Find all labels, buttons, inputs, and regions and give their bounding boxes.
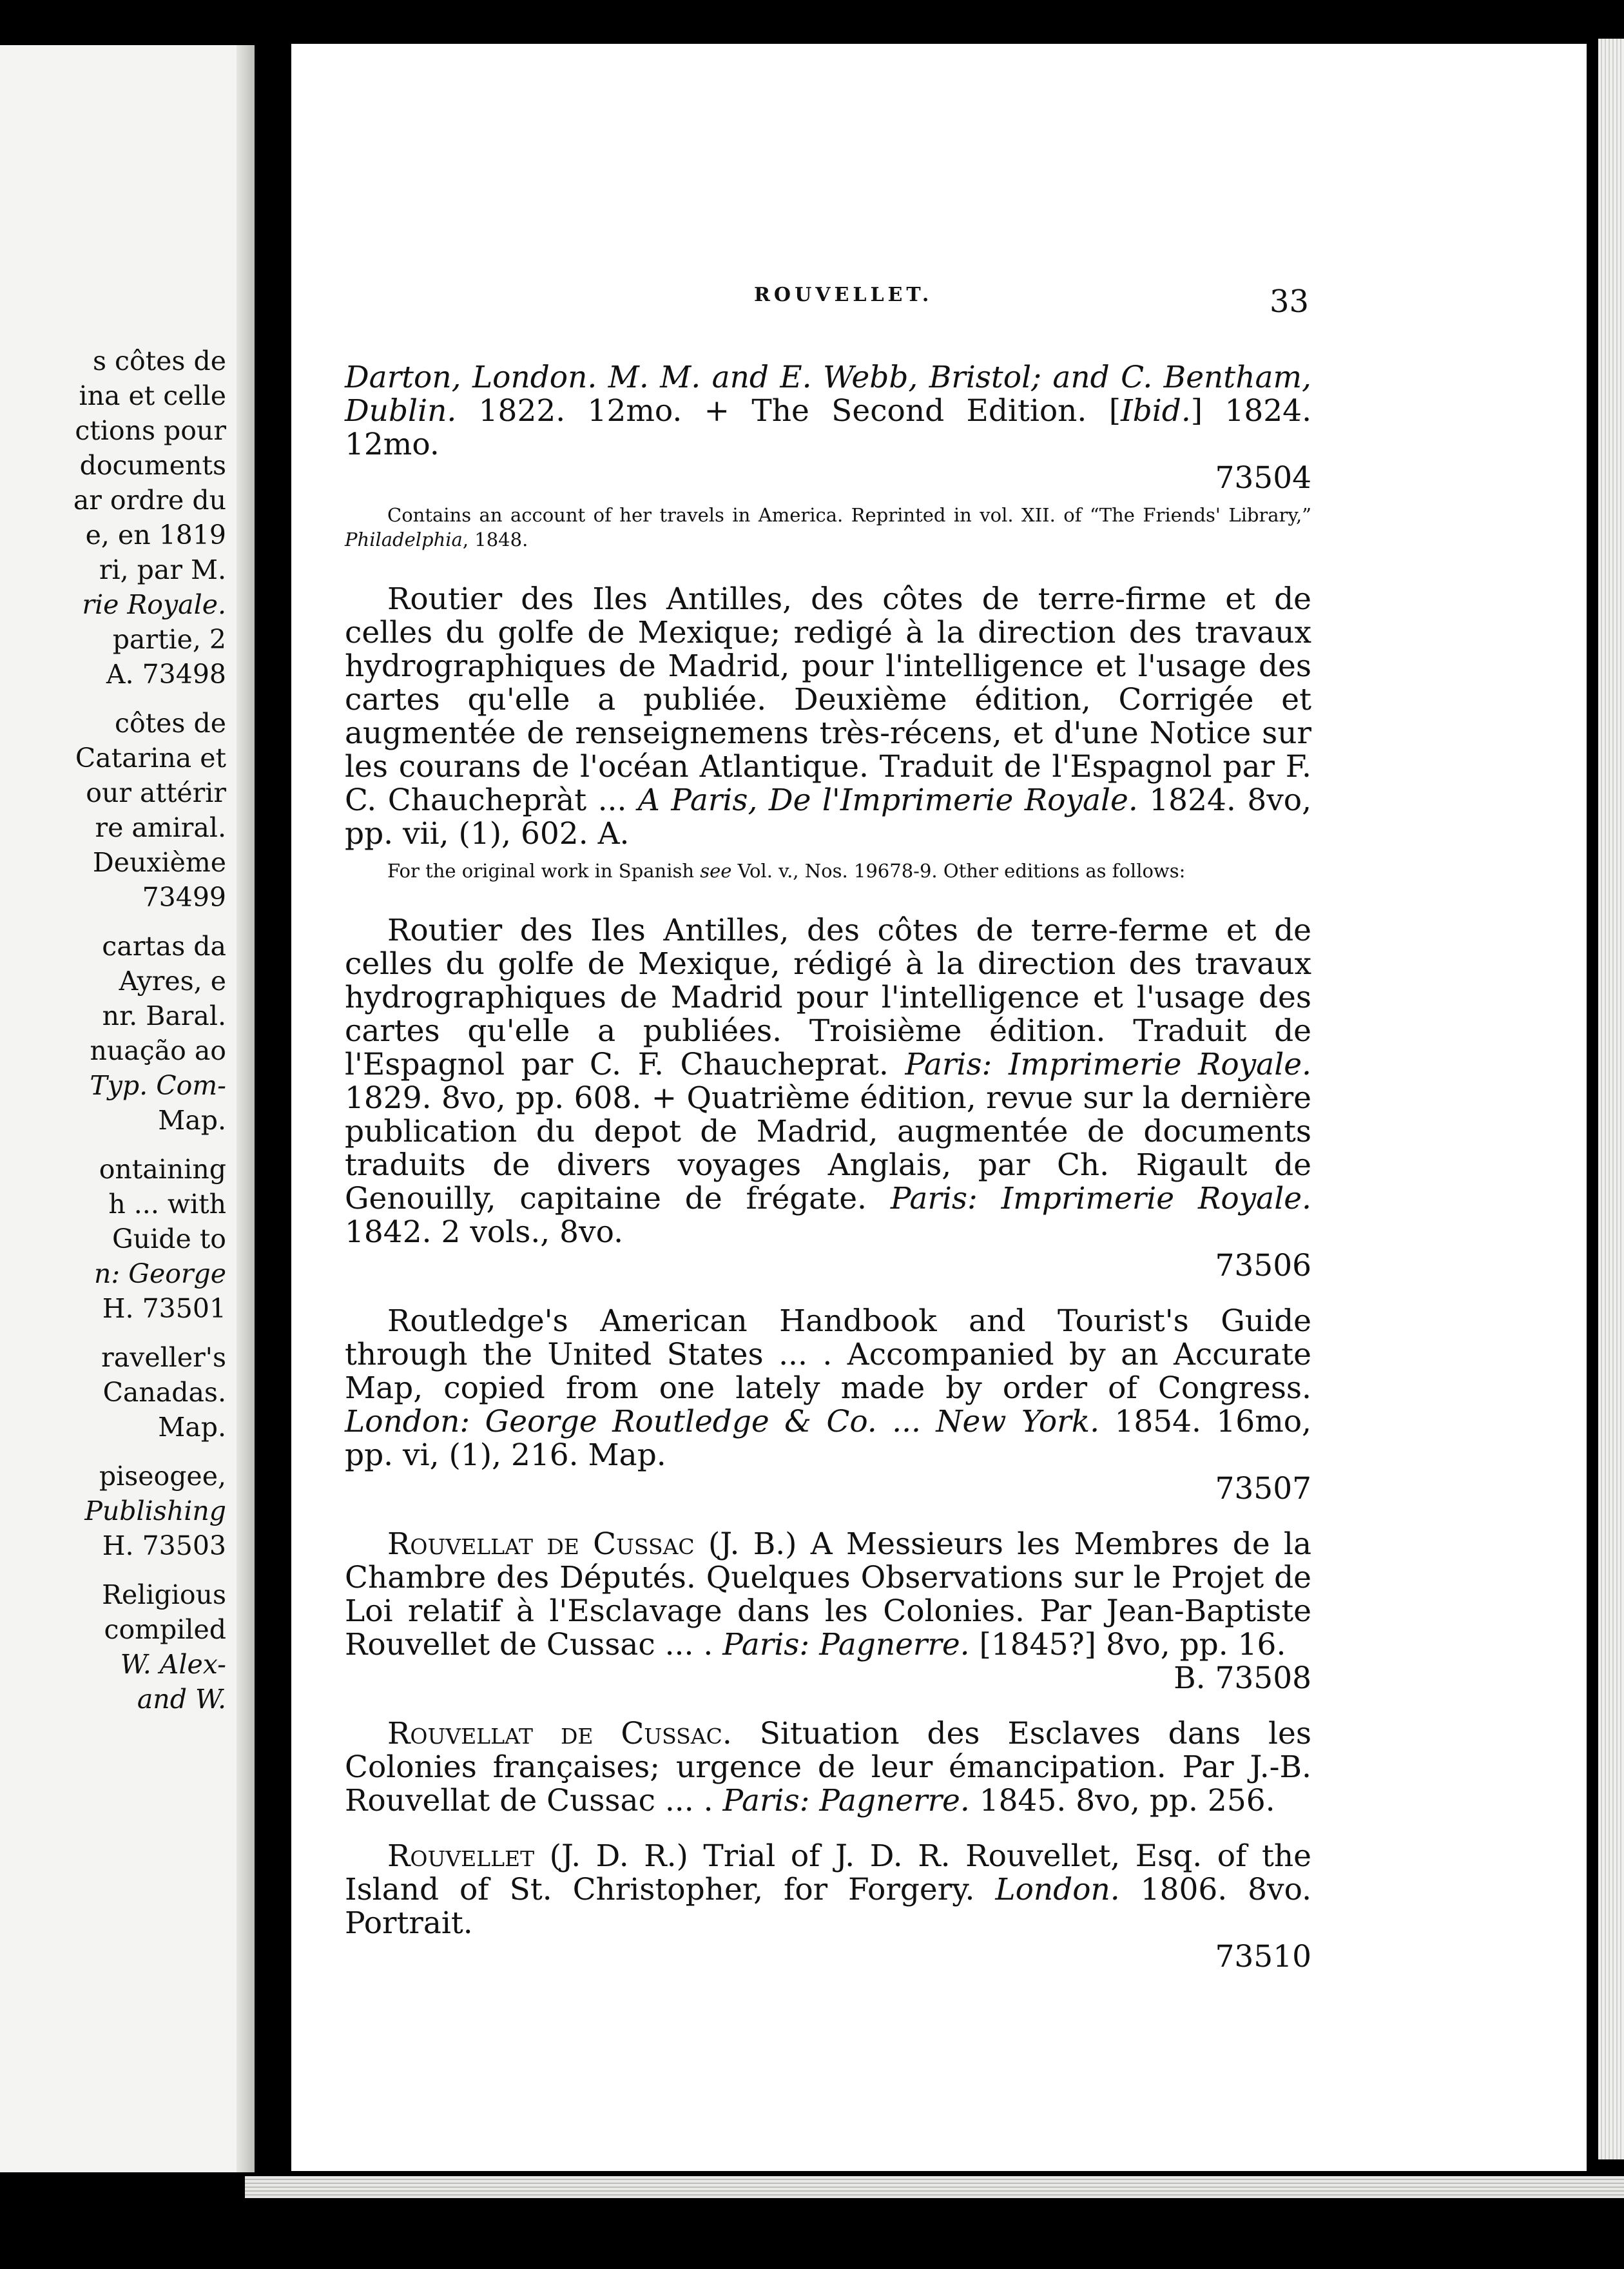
page-stack-edge [1598,39,1624,2159]
left-page-line: Guide to [112,1223,226,1254]
left-page-line: Catarina et [75,743,226,774]
entry-number: 73507 [1215,1471,1311,1506]
left-page-line: re amiral. [95,812,226,843]
left-page-line: Religious [102,1579,226,1610]
left-page-line: nr. Baral. [102,1000,226,1031]
left-page-line: s côtes de [92,346,226,376]
page-bottom-edge [245,2176,1624,2198]
left-page-line: nuação ao [90,1035,226,1066]
page-fold [237,45,255,2172]
left-page-line: ina et celle [79,380,226,411]
entry-text: Routier des Iles Antilles, des côtes de terre-firme et de celles du golfe de Mexique; redigé à la direction des travaux hydrographiques de Madrid, pour l'intelligence et l'usage des cartes qu'elle a publiée. Deuxième édition, Corrigée et augmentée de renseignemens très-récens, et d'une Notice sur les courans de l'océan Atlantique. Traduit de l'Espagnol par F. C. Chauchepràt ... A Paris, De l'Imprimerie Royale. 1824. 8vo, pp. vii, (1), 602. A. [345,581,1312,852]
bibliography-entry [345,1840,1311,1974]
entry-note: Contains an account of her travels in America. Reprinted in vol. XII. of “The Friends' Library,” Philadelphia, 1848. [345,504,1311,550]
left-page-line: partie, 2 [112,624,226,655]
entry-number: 73510 [1215,1939,1311,1974]
left-page-line: ri, par M. [99,554,226,585]
entry-note: For the original work in Spanish see Vol. v., Nos. 19678-9. Other editions as follows: [387,860,1186,882]
entry-text: Rouvellet (J. D. R.) Trial of J. D. R. Rouvellet, Esq. of the Island of St. Christopher, for Forgery. London. 1806. 8vo. Portrait. [345,1838,1312,1941]
left-page-line: côtes de [115,708,226,739]
left-page-line: A. 73498 [106,659,226,690]
entry-text: Rouvellat de Cussac (J. B.) A Messieurs les Membres de la Chambre des Députés. Quelques Observations sur le Projet de Loi relatif à l'Esclavage dans les Colonies. Par Jean-Baptiste Rouvellet de Cussac ... . Paris: Pagnerre. [1845?] 8vo, pp. 16. [345,1526,1311,1662]
bibliography-entry [345,583,1311,851]
left-page-line: Map. [158,1412,226,1443]
left-page-line: W. Alex- [120,1649,226,1680]
bibliography-entry [345,1528,1311,1695]
entry-text: Routier des Iles Antilles, des côtes de terre-ferme et de celles du golfe de Mexique, rédigé à la direction des travaux hydrographiques de Madrid pour l'intelligence et l'usage des cartes qu'elle a publiées. Troisième édition. Traduit de l'Espagnol par C. F. Chaucheprat. Paris: Imprimerie Royale. 1829. 8vo, pp. 608. + Quatrième édition, revue sur la dernière publication du depot de Madrid, augmentée de documents traduits de divers voyages Anglais, par Ch. Rigault de Genouilly, capitaine de frégate. Paris: Imprimerie Royale. 1842. 2 vols., 8vo. [345,913,1311,1250]
left-page-line: ar ordre du [73,485,226,516]
entry-number: 73506 [1215,1248,1311,1283]
left-page-line: Canadas. [102,1377,226,1408]
left-page-line: n: George [93,1258,226,1289]
bibliography-entry [345,361,1311,495]
bibliography-entry [345,914,1311,1283]
left-page-line: H. 73503 [102,1530,226,1561]
left-page-line: Deuxième [92,847,226,878]
entry-text: Darton, London. M. M. and E. Webb, Bristol; and C. Bentham, Dublin. 1822. 12mo. + The Second Edition. [Ibid.] 1824. 12mo. [345,360,1312,462]
left-page-line: H. 73501 [102,1293,226,1324]
bibliography-entries [345,361,1311,1996]
page-number: 33 [1270,284,1310,320]
running-head: ROUVELLET. [754,284,933,306]
entry-number: B. 73508 [1174,1660,1311,1696]
left-page-line: ontaining [99,1154,226,1185]
bibliography-entry [345,1305,1311,1506]
left-page-line: Publishing [84,1495,226,1526]
left-facing-page [0,45,255,2172]
left-page-line: 73499 [142,882,226,913]
left-page-line: Map. [158,1105,226,1136]
left-page-line: Typ. Com- [90,1070,226,1101]
left-page-line: piseogee, [99,1461,226,1492]
left-page-line: h ... with [108,1189,226,1220]
left-page-line: cartas da [102,931,226,962]
left-page-line: compiled [104,1614,226,1645]
left-page-line: Ayres, e [119,966,226,997]
left-page-line: rie Royale. [82,589,226,620]
left-page-line: and W. [137,1684,226,1715]
entry-text: Routledge's American Handbook and Tourist's Guide through the United States ... . Accompanied by an Accurate Map, copied from one lately made by order of Congress. London: George Routledge & Co. ... New York. 1854. 16mo, pp. vi, (1), 216. Map. [345,1303,1311,1473]
left-page-line: e, en 1819 [85,520,226,550]
entry-number: 73504 [1215,460,1311,496]
left-page-line: raveller's [101,1342,226,1373]
left-page-line: documents [79,450,226,481]
entry-text: Rouvellat de Cussac. Situation des Esclaves dans les Colonies françaises; urgence de leur émancipation. Par J.-B. Rouvellat de Cussac ... . Paris: Pagnerre. 1845. 8vo, pp. 256. [345,1716,1311,1818]
left-page-line: ctions pour [75,415,226,446]
left-page-line: our attérir [86,777,226,808]
bibliography-entry [345,1717,1311,1818]
